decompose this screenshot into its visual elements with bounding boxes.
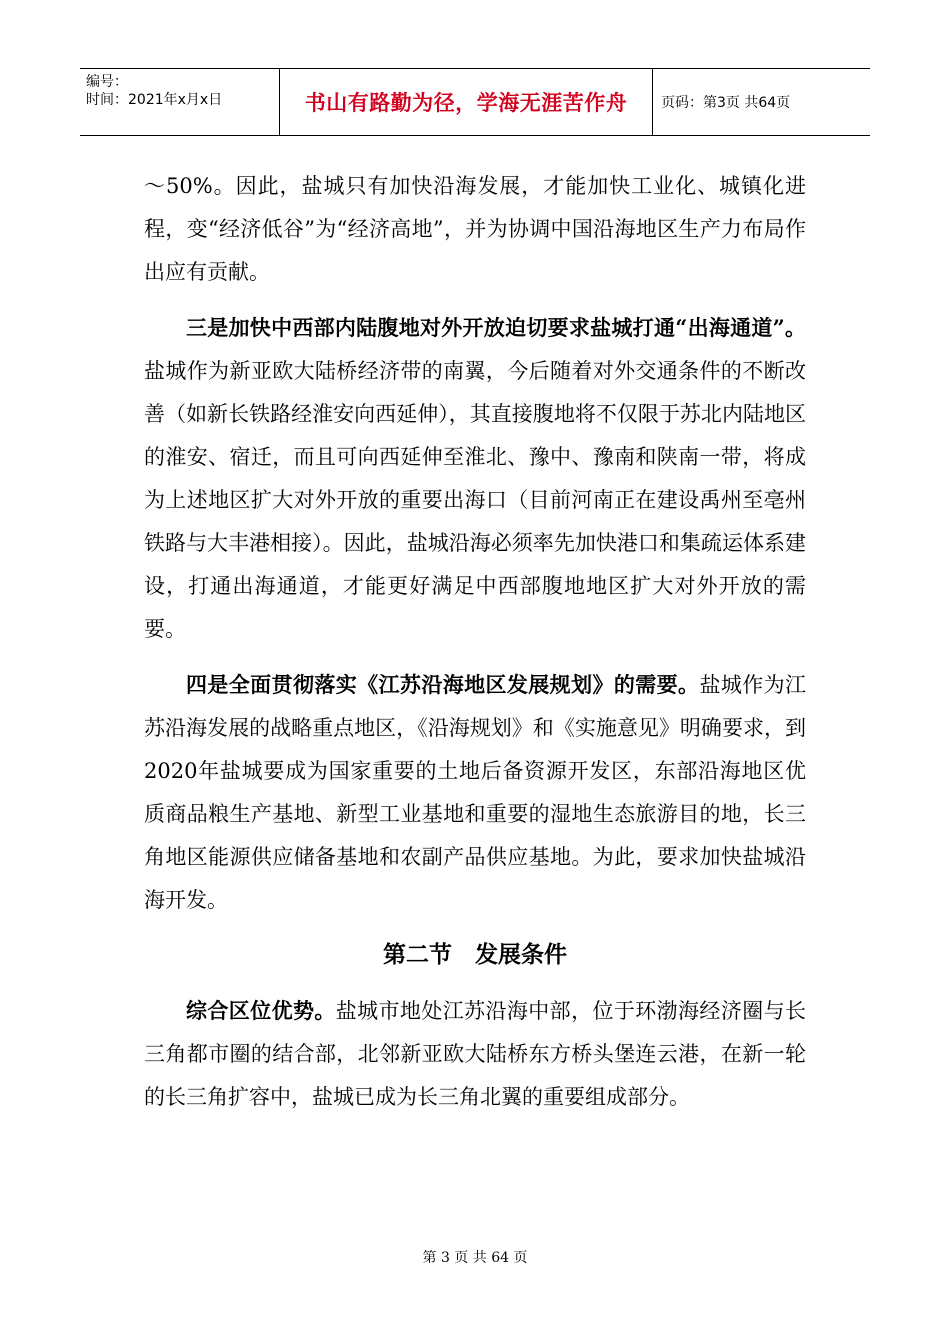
header-page-info: 页码：第3页 共64页 xyxy=(661,95,791,111)
page-header xyxy=(80,68,870,136)
page-footer: 第 3 页 共 64 页 xyxy=(422,1250,528,1266)
paragraph-lead: 三是加快中西部内陆腹地对外开放迫切要求盐城打通“出海通道”。 xyxy=(186,315,806,340)
paragraph-lead: 四是全面贯彻落实《江苏沿海地区发展规划》的需要。 xyxy=(186,672,700,697)
paragraph: ～50%。因此，盐城只有加快沿海发展，才能加快工业化、城镇化进程，变“经济低谷”为“经济高地”，并为协调中国沿海地区生产力布局作出应有贡献。 xyxy=(144,174,806,284)
paragraph xyxy=(144,663,806,922)
document-body xyxy=(144,165,806,1131)
header-meta xyxy=(80,69,280,135)
header-motto: 书山有路勤为径，学海无涯苦作舟 xyxy=(280,69,653,135)
paragraph xyxy=(144,306,806,651)
paragraph-text: 盐城作为新亚欧大陆桥经济带的南翼，今后随着对外交通条件的不断改善（如新长铁路经淮安向西延伸），其直接腹地将不仅限于苏北内陆地区的淮安、宿迁，而且可向西延伸至淮北、豫中、豫南和陕南一带，将成为上述地区扩大对外开放的重要出海口（目前河南正在建设禹州至亳州铁路与大丰港相接）。因此，盐城沿海必须率先加快港口和集疏运体系建设，打通出海通道，才能更好满足中西部腹地地区扩大对外开放的需要。 xyxy=(144,359,806,641)
paragraph-lead: 综合区位优势。 xyxy=(186,998,336,1023)
header-time: 时间：2021年x月x日 xyxy=(86,92,223,108)
paragraph-text: 盐城作为江苏沿海发展的战略重点地区，《沿海规划》和《实施意见》明确要求，到2020年盐城要成为国家重要的土地后备资源开发区，东部沿海地区优质商品粮生产基地、新型工业基地和重要的湿地生态旅游目的地，长三角地区能源供应储备基地和农副产品供应基地。为此，要求加快盐城沿海开发。 xyxy=(144,673,807,912)
paragraph-text: 盐城市地处江苏沿海中部，位于环渤海经济圈与长三角都市圈的结合部，北邻新亚欧大陆桥东方桥头堡连云港，在新一轮的长三角扩容中，盐城已成为长三角北翼的重要组成部分。 xyxy=(144,999,806,1109)
section-title: 第二节 发展条件 xyxy=(383,942,567,968)
paragraph xyxy=(144,989,806,1119)
header-number: 编号： xyxy=(86,74,128,90)
